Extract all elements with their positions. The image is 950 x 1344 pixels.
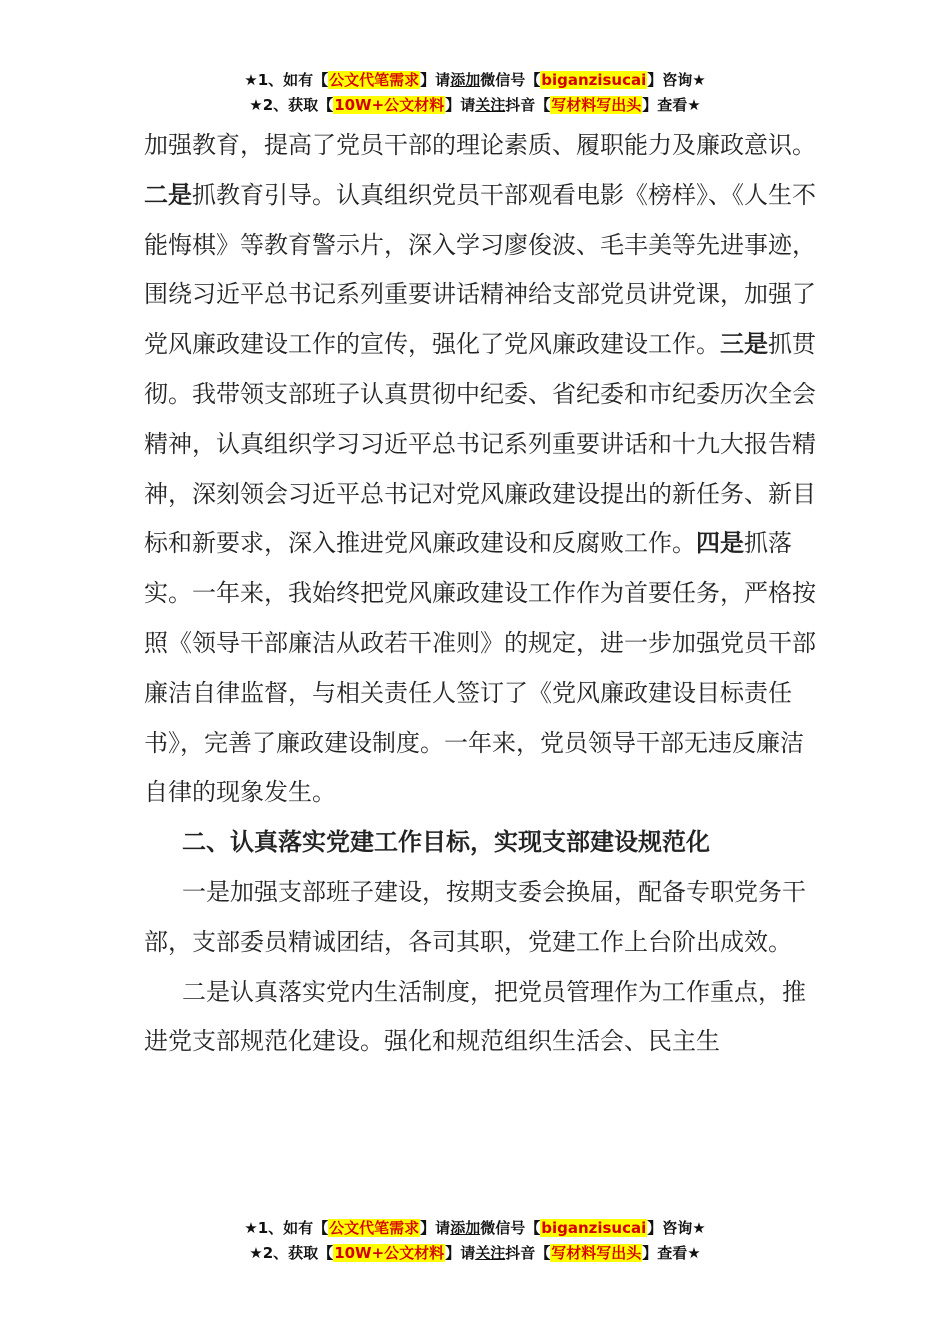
- footer-banner: [0, 1216, 950, 1266]
- section-heading: 二、认真落实党建工作目标，实现支部建设规范化: [182, 828, 710, 857]
- banner-line-2: ★2、获取【10W+公文材料】请关注抖音【写材料写出头】查看★: [249, 1244, 701, 1262]
- banner-line-2: ★2、获取【10W+公文材料】请关注抖音【写材料写出头】查看★: [249, 96, 701, 114]
- highlight-douyin-account: 写材料写出头: [551, 1244, 642, 1262]
- highlight-writing-service: 公文代笔需求: [329, 1219, 420, 1237]
- highlight-materials: 10W+公文材料: [334, 96, 445, 114]
- highlight-materials: 10W+公文材料: [334, 1244, 445, 1262]
- banner-line-1: ★1、如有【公文代笔需求】请添加微信号【biganzisucai】咨询★: [244, 1219, 706, 1237]
- document-body: [144, 121, 824, 1067]
- highlight-writing-service: 公文代笔需求: [329, 71, 420, 89]
- paragraph-3: 二是认真落实党内生活制度，把党员管理作为工作重点，推进党支部规范化建设。强化和规范组织生活会、民主生: [144, 977, 806, 1056]
- highlight-wechat-id: biganzisucai: [541, 1219, 647, 1237]
- paragraph-2: 一是加强支部班子建设，按期支委会换届，配备专职党务干部，支部委员精诚团结，各司其职，党建工作上台阶出成效。: [144, 877, 806, 956]
- banner-line-1: ★1、如有【公文代笔需求】请添加微信号【biganzisucai】咨询★: [244, 71, 706, 89]
- highlight-wechat-id: biganzisucai: [541, 71, 647, 89]
- highlight-douyin-account: 写材料写出头: [551, 96, 642, 114]
- paragraph-1: 加强教育，提高了党员干部的理论素质、履职能力及廉政意识。二是抓教育引导。认真组织党员干部观看电影《榜样》、《人生不能悔棋》等教育警示片，深入学习廖俊波、毛丰美等先进事迹，围绕习近平总书记系列重要讲话精神给支部党员讲党课，加强了党风廉政建设工作的宣传，强化了党风廉政建设工作。三是抓贯彻。我带领支部班子认真贯彻中纪委、省纪委和市纪委历次全会精神，认真组织学习习近平总书记系列重要讲话和十九大报告精神，深刻领会习近平总书记对党风廉政建设提出的新任务、新目标和新要求，深入推进党风廉政建设和反腐败工作。四是抓落实。一年来，我始终把党风廉政建设工作作为首要任务，严格按照《领导干部廉洁从政若干准则》的规定，进一步加强党员干部廉洁自律监督，与相关责任人签订了《党风廉政建设目标责任书》，完善了廉政建设制度。一年来，党员领导干部无违反廉洁自律的现象发生。: [144, 131, 816, 807]
- header-banner: [0, 68, 950, 118]
